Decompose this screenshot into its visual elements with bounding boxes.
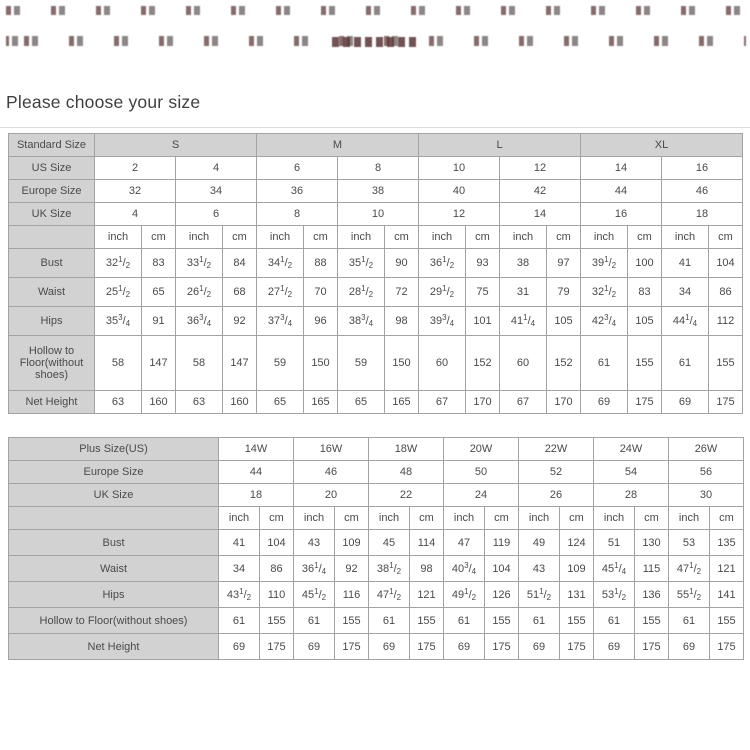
measure-value-cell: $34^1/_2$ (257, 249, 304, 278)
measure-value-cell: 121 (710, 556, 744, 582)
measure-value-cell: 131 (560, 582, 594, 608)
measure-value-cell: $44^1/_4$ (662, 307, 709, 336)
size-value-cell: 28 (594, 484, 669, 507)
measure-value-cell: 65 (142, 278, 176, 307)
size-value-cell: 6 (176, 203, 257, 226)
unit-cell: cm (709, 226, 743, 249)
measure-value-cell: $38^3/_4$ (338, 307, 385, 336)
measure-value-cell: 61 (581, 336, 628, 391)
measure-value-cell: 83 (142, 249, 176, 278)
measure-value-cell: $41^1/_4$ (500, 307, 547, 336)
measure-value-cell: 86 (709, 278, 743, 307)
size-value-cell: 10 (419, 157, 500, 180)
measure-value-cell: 68 (223, 278, 257, 307)
measure-value-cell: 38 (500, 249, 547, 278)
measure-value-cell: 119 (485, 530, 519, 556)
measure-value-cell: 75 (466, 278, 500, 307)
measure-value-cell: 69 (294, 634, 335, 660)
standard-size-table (8, 133, 743, 414)
measure-value-cell: 69 (581, 391, 628, 414)
measure-value-cell: $49^1/_2$ (444, 582, 485, 608)
measure-value-cell: 126 (485, 582, 519, 608)
unit-cell: inch (669, 507, 710, 530)
size-value-cell: 46 (662, 180, 743, 203)
size-value-cell: 24W (594, 438, 669, 461)
artifact-mark-row (6, 6, 746, 15)
measure-value-cell: 60 (419, 336, 466, 391)
unit-cell: cm (547, 226, 581, 249)
size-value-cell: 20W (444, 438, 519, 461)
measure-value-cell: 109 (560, 556, 594, 582)
measure-value-cell: 61 (369, 608, 410, 634)
measure-value-cell: 135 (710, 530, 744, 556)
measure-value-cell: $39^1/_2$ (581, 249, 628, 278)
row-label-cell: Hollow to Floor(without shoes) (9, 608, 219, 634)
corner-header-cell: Standard Size (9, 134, 95, 157)
measure-value-cell: 147 (223, 336, 257, 391)
unit-cell: cm (385, 226, 419, 249)
measure-value-cell: $28^1/_2$ (338, 278, 385, 307)
measure-value-cell: 65 (338, 391, 385, 414)
unit-row-label-cell (9, 226, 95, 249)
measure-value-cell: 155 (709, 336, 743, 391)
measure-value-cell: $43^1/_2$ (219, 582, 260, 608)
measure-value-cell: $29^1/_2$ (419, 278, 466, 307)
measure-value-cell: $33^1/_2$ (176, 249, 223, 278)
measure-value-cell: 69 (669, 634, 710, 660)
size-value-cell: 48 (369, 461, 444, 484)
measure-value-cell: 104 (260, 530, 294, 556)
plus-size-table (8, 437, 744, 660)
row-label-cell: UK Size (9, 203, 95, 226)
measure-value-cell: 175 (410, 634, 444, 660)
size-value-cell: 18 (662, 203, 743, 226)
size-value-cell: 42 (500, 180, 581, 203)
measure-value-cell: $38^1/_2$ (369, 556, 410, 582)
divider-line (0, 127, 750, 128)
measure-value-cell: $36^1/_2$ (419, 249, 466, 278)
measure-value-cell: 43 (519, 556, 560, 582)
measure-value-cell: 101 (466, 307, 500, 336)
row-label-cell: Europe Size (9, 180, 95, 203)
measure-value-cell: 165 (304, 391, 338, 414)
size-value-cell: 22W (519, 438, 594, 461)
measure-value-cell: 41 (662, 249, 709, 278)
measure-value-cell: 104 (485, 556, 519, 582)
measure-value-cell: 141 (710, 582, 744, 608)
unit-cell: inch (662, 226, 709, 249)
measure-value-cell: 88 (304, 249, 338, 278)
measure-value-cell: 155 (485, 608, 519, 634)
artifact-mark (332, 37, 416, 47)
measure-value-cell: $51^1/_2$ (519, 582, 560, 608)
size-value-cell: 32 (95, 180, 176, 203)
measure-value-cell: 58 (95, 336, 142, 391)
measure-value-cell: $36^3/_4$ (176, 307, 223, 336)
size-value-cell: 14 (500, 203, 581, 226)
measure-value-cell: 175 (485, 634, 519, 660)
unit-cell: inch (95, 226, 142, 249)
measure-value-cell: 90 (385, 249, 419, 278)
measure-value-cell: 61 (294, 608, 335, 634)
measure-value-cell: 79 (547, 278, 581, 307)
measure-value-cell: 61 (662, 336, 709, 391)
size-value-cell: 38 (338, 180, 419, 203)
measure-value-cell: 104 (709, 249, 743, 278)
unit-cell: cm (628, 226, 662, 249)
measure-value-cell: $27^1/_2$ (257, 278, 304, 307)
unit-cell: cm (560, 507, 594, 530)
size-value-cell: 16 (662, 157, 743, 180)
measure-value-cell: 63 (95, 391, 142, 414)
size-value-cell: 22 (369, 484, 444, 507)
measure-value-cell: 49 (519, 530, 560, 556)
size-value-cell: 12 (419, 203, 500, 226)
size-value-cell: 18 (219, 484, 294, 507)
row-label-cell: Plus Size(US) (9, 438, 219, 461)
measure-value-cell: 175 (628, 391, 662, 414)
measure-value-cell: $25^1/_2$ (95, 278, 142, 307)
size-value-cell: 14W (219, 438, 294, 461)
measure-value-cell: 170 (547, 391, 581, 414)
measure-value-cell: 92 (335, 556, 369, 582)
unit-row-label-cell (9, 507, 219, 530)
unit-cell: cm (304, 226, 338, 249)
row-label-cell: Waist (9, 278, 95, 307)
unit-cell: inch (594, 507, 635, 530)
unit-cell: inch (338, 226, 385, 249)
measure-value-cell: 155 (560, 608, 594, 634)
measure-value-cell: 155 (628, 336, 662, 391)
size-group-cell: S (95, 134, 257, 157)
measure-value-cell: 147 (142, 336, 176, 391)
measure-value-cell: 69 (369, 634, 410, 660)
measure-value-cell: 155 (335, 608, 369, 634)
measure-value-cell: 98 (410, 556, 444, 582)
measure-value-cell: 93 (466, 249, 500, 278)
measure-value-cell: 61 (219, 608, 260, 634)
size-value-cell: 18W (369, 438, 444, 461)
row-label-cell: Hips (9, 307, 95, 336)
row-label-cell: UK Size (9, 484, 219, 507)
measure-value-cell: 150 (304, 336, 338, 391)
size-value-cell: 40 (419, 180, 500, 203)
measure-value-cell: 61 (519, 608, 560, 634)
measure-value-cell: 59 (257, 336, 304, 391)
measure-value-cell: $36^1/_4$ (294, 556, 335, 582)
measure-value-cell: $35^3/_4$ (95, 307, 142, 336)
measure-value-cell: 160 (223, 391, 257, 414)
size-value-cell: 26W (669, 438, 744, 461)
unit-cell: inch (444, 507, 485, 530)
measure-value-cell: 175 (709, 391, 743, 414)
size-group-cell: XL (581, 134, 743, 157)
measure-value-cell: $42^3/_4$ (581, 307, 628, 336)
measure-value-cell: 70 (304, 278, 338, 307)
size-value-cell: 2 (95, 157, 176, 180)
size-value-cell: 4 (176, 157, 257, 180)
page-title: Please choose your size (6, 92, 201, 112)
measure-value-cell: 51 (594, 530, 635, 556)
unit-cell: cm (466, 226, 500, 249)
measure-value-cell: 86 (260, 556, 294, 582)
measure-value-cell: 114 (410, 530, 444, 556)
measure-value-cell: 105 (628, 307, 662, 336)
measure-value-cell: 69 (519, 634, 560, 660)
measure-value-cell: 69 (662, 391, 709, 414)
size-value-cell: 8 (257, 203, 338, 226)
measure-value-cell: 91 (142, 307, 176, 336)
size-value-cell: 54 (594, 461, 669, 484)
measure-value-cell: $40^3/_4$ (444, 556, 485, 582)
measure-value-cell: 112 (709, 307, 743, 336)
measure-value-cell: $53^1/_2$ (594, 582, 635, 608)
size-value-cell: 44 (581, 180, 662, 203)
measure-value-cell: $45^1/_2$ (294, 582, 335, 608)
row-label-cell: Net Height (9, 391, 95, 414)
unit-cell: inch (257, 226, 304, 249)
measure-value-cell: 47 (444, 530, 485, 556)
measure-value-cell: 53 (669, 530, 710, 556)
measure-value-cell: $26^1/_2$ (176, 278, 223, 307)
measure-value-cell: 175 (335, 634, 369, 660)
measure-value-cell: $35^1/_2$ (338, 249, 385, 278)
measure-value-cell: 175 (260, 634, 294, 660)
row-label-cell: Waist (9, 556, 219, 582)
measure-value-cell: $32^1/_2$ (581, 278, 628, 307)
measure-value-cell: $55^1/_2$ (669, 582, 710, 608)
unit-cell: inch (419, 226, 466, 249)
measure-value-cell: 97 (547, 249, 581, 278)
measure-value-cell: 130 (635, 530, 669, 556)
measure-value-cell: 152 (547, 336, 581, 391)
size-value-cell: 20 (294, 484, 369, 507)
size-group-cell: L (419, 134, 581, 157)
size-value-cell: 52 (519, 461, 594, 484)
measure-value-cell: 175 (635, 634, 669, 660)
row-label-cell: US Size (9, 157, 95, 180)
unit-cell: inch (519, 507, 560, 530)
unit-cell: inch (369, 507, 410, 530)
measure-value-cell: 98 (385, 307, 419, 336)
measure-value-cell: 60 (500, 336, 547, 391)
measure-value-cell: 155 (410, 608, 444, 634)
measure-value-cell: 61 (594, 608, 635, 634)
measure-value-cell: 155 (710, 608, 744, 634)
measure-value-cell: 100 (628, 249, 662, 278)
measure-value-cell: $39^3/_4$ (419, 307, 466, 336)
measure-value-cell: $37^3/_4$ (257, 307, 304, 336)
unit-cell: cm (223, 226, 257, 249)
measure-value-cell: 165 (385, 391, 419, 414)
measure-value-cell: 67 (419, 391, 466, 414)
row-label-cell: Hollow to Floor(without shoes) (9, 336, 95, 391)
measure-value-cell: $47^1/_2$ (369, 582, 410, 608)
measure-value-cell: 69 (219, 634, 260, 660)
size-value-cell: 30 (669, 484, 744, 507)
size-value-cell: 10 (338, 203, 419, 226)
measure-value-cell: 61 (444, 608, 485, 634)
measure-value-cell: 61 (669, 608, 710, 634)
row-label-cell: Europe Size (9, 461, 219, 484)
size-value-cell: 50 (444, 461, 519, 484)
measure-value-cell: 175 (560, 634, 594, 660)
measure-value-cell: 63 (176, 391, 223, 414)
measure-value-cell: 105 (547, 307, 581, 336)
measure-value-cell: 136 (635, 582, 669, 608)
measure-value-cell: 96 (304, 307, 338, 336)
measure-value-cell: 155 (260, 608, 294, 634)
unit-cell: cm (142, 226, 176, 249)
measure-value-cell: 72 (385, 278, 419, 307)
measure-value-cell: 58 (176, 336, 223, 391)
measure-value-cell: 65 (257, 391, 304, 414)
unit-cell: cm (635, 507, 669, 530)
size-value-cell: 8 (338, 157, 419, 180)
measure-value-cell: $45^1/_4$ (594, 556, 635, 582)
size-value-cell: 14 (581, 157, 662, 180)
size-value-cell: 4 (95, 203, 176, 226)
size-value-cell: 36 (257, 180, 338, 203)
row-label-cell: Hips (9, 582, 219, 608)
measure-value-cell: 160 (142, 391, 176, 414)
unit-cell: inch (219, 507, 260, 530)
unit-cell: inch (176, 226, 223, 249)
measure-value-cell: 41 (219, 530, 260, 556)
measure-value-cell: 59 (338, 336, 385, 391)
size-group-cell: M (257, 134, 419, 157)
measure-value-cell: 43 (294, 530, 335, 556)
size-value-cell: 46 (294, 461, 369, 484)
unit-cell: cm (485, 507, 519, 530)
size-value-cell: 34 (176, 180, 257, 203)
measure-value-cell: $47^1/_2$ (669, 556, 710, 582)
measure-value-cell: 121 (410, 582, 444, 608)
measure-value-cell: 116 (335, 582, 369, 608)
unit-cell: cm (410, 507, 444, 530)
measure-value-cell: 110 (260, 582, 294, 608)
size-value-cell: 24 (444, 484, 519, 507)
measure-value-cell: 45 (369, 530, 410, 556)
measure-value-cell: 109 (335, 530, 369, 556)
measure-value-cell: 124 (560, 530, 594, 556)
unit-cell: inch (581, 226, 628, 249)
size-value-cell: 16W (294, 438, 369, 461)
measure-value-cell: 115 (635, 556, 669, 582)
measure-value-cell: 69 (444, 634, 485, 660)
measure-value-cell: 34 (662, 278, 709, 307)
size-value-cell: 16 (581, 203, 662, 226)
measure-value-cell: 92 (223, 307, 257, 336)
measure-value-cell: 170 (466, 391, 500, 414)
measure-value-cell: 155 (635, 608, 669, 634)
measure-value-cell: 152 (466, 336, 500, 391)
size-value-cell: 6 (257, 157, 338, 180)
size-value-cell: 44 (219, 461, 294, 484)
size-value-cell: 56 (669, 461, 744, 484)
row-label-cell: Bust (9, 530, 219, 556)
measure-value-cell: $32^1/_2$ (95, 249, 142, 278)
row-label-cell: Bust (9, 249, 95, 278)
size-value-cell: 12 (500, 157, 581, 180)
measure-value-cell: 67 (500, 391, 547, 414)
measure-value-cell: 69 (594, 634, 635, 660)
unit-cell: inch (294, 507, 335, 530)
measure-value-cell: 150 (385, 336, 419, 391)
measure-value-cell: 84 (223, 249, 257, 278)
unit-cell: cm (260, 507, 294, 530)
measure-value-cell: 34 (219, 556, 260, 582)
measure-value-cell: 31 (500, 278, 547, 307)
unit-cell: cm (710, 507, 744, 530)
measure-value-cell: 83 (628, 278, 662, 307)
measure-value-cell: 175 (710, 634, 744, 660)
row-label-cell: Net Height (9, 634, 219, 660)
unit-cell: inch (500, 226, 547, 249)
size-value-cell: 26 (519, 484, 594, 507)
unit-cell: cm (335, 507, 369, 530)
